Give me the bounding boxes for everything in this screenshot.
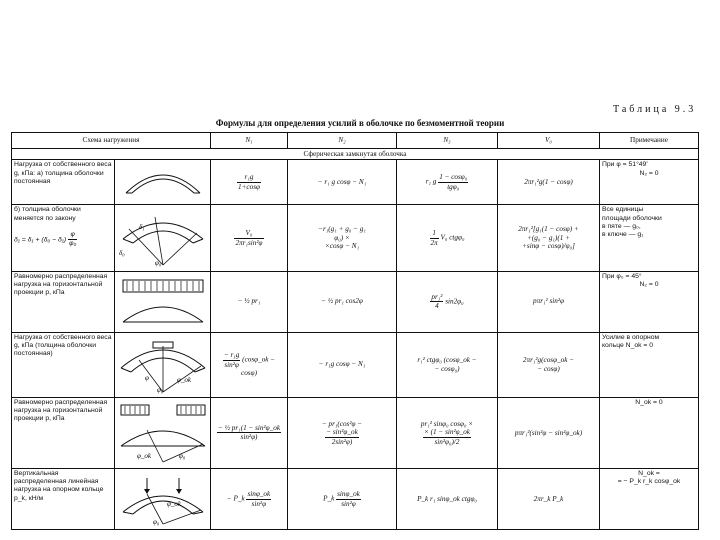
- table-title: Формулы для определения усилий в оболочке по безмоментной теории: [215, 118, 505, 128]
- scheme-ring-line-load: [115, 469, 211, 530]
- n2-formula: −r₁(g₁ + g₀ − g₁ φ₀) × ×cosφ − N₁: [288, 205, 397, 271]
- n1-formula: $\frac{\text{− ½ pr₁(1 − sin²φ\_ok}}{\text{sin²φ)}}$: [211, 397, 288, 468]
- n3-formula: pr₁² sinφ₀ cosφ₀ × $\frac{\text{× (1 − sin²φ\_ok}}{\text{sin²φ₀)/2}}$: [397, 397, 498, 468]
- svg-text:φ₀: φ₀: [152, 518, 159, 527]
- table-row: [12, 469, 699, 530]
- n1-formula: − P_k $\frac{\sin\varphi\_ok}{\text{sin²φ}}$: [211, 469, 288, 530]
- n1-formula: $\frac{\text{V₀}}{\text{2πr₁sin²φ}}$: [211, 205, 288, 271]
- svg-text:δ₁: δ₁: [138, 223, 145, 232]
- n3-formula: $\frac{1}{2\pi}$ V₀ ctgφ₀: [397, 205, 498, 271]
- row-description: Нагрузка от собственного веса g, кПа (толщина оболочки постоянная): [12, 332, 115, 397]
- svg-text:φ₀: φ₀: [178, 451, 185, 460]
- header-n3: N₃: [397, 133, 498, 149]
- n2-formula: − ½ pr₁ cos2φ: [288, 271, 397, 332]
- row-note: При φ = 51°49′ N₂ = 0: [600, 160, 699, 205]
- table-row: [12, 332, 699, 397]
- svg-text:φ_ok: φ_ok: [166, 500, 181, 509]
- scheme-dome-variable: [115, 205, 211, 271]
- header-n1: N₁: [211, 133, 288, 149]
- svg-text:φ₀: φ₀: [156, 385, 163, 394]
- svg-text:φ₀: φ₀: [154, 259, 161, 268]
- n1-formula: $\frac{\text{r₁g}}{1+\cos\varphi}$: [211, 160, 288, 205]
- n3-formula: P_k r₁ sinφ_ok ctgφ₀: [397, 469, 498, 530]
- n2-formula: − r₁g cosφ − N₁: [288, 332, 397, 397]
- v0-formula: 2πr₁²g(cosφ_ok − − cosφ): [498, 332, 600, 397]
- row-note: Усилие в опорном кольце N_ok = 0: [600, 332, 699, 397]
- v0-formula: pπr₁² sin²φ: [498, 271, 600, 332]
- v0-formula: 2πr₁²g(1 − cosφ): [498, 160, 600, 205]
- n1-formula: − ½ pr₁: [211, 271, 288, 332]
- header-row: [12, 133, 699, 149]
- n1-formula: $\frac{\text{− r₁g}}{\text{sin²φ}}$ (cosφ_ok − cosφ): [211, 332, 288, 397]
- n2-formula: − pr₁(cos²φ − $\frac{\text{− sin²φ\_ok}}{\text{2sin²φ)}}$: [288, 397, 397, 468]
- table-row: [12, 271, 699, 332]
- row-description: Равномерно распределенная нагрузка на горизонтальной проекции p, кПа: [12, 397, 115, 468]
- header-scheme: Схема нагружения: [12, 133, 211, 149]
- svg-text:φ_ok: φ_ok: [176, 375, 191, 384]
- row-note: N_ok = 0: [600, 397, 699, 468]
- scheme-open-dome-projected-load: [115, 397, 211, 468]
- v0-formula: pπr₁²(sin²φ − sin²φ_ok): [498, 397, 600, 468]
- n3-formula: $\frac{\text{pr₁²}}{4}$ sin2φ₀: [397, 271, 498, 332]
- n3-formula: r₁ g 1 − cosφ₀ tgφ₀: [397, 160, 498, 205]
- header-n2: N₂: [288, 133, 397, 149]
- row-note: При φ₀ = 45° N₂ = 0: [600, 271, 699, 332]
- section-row: [12, 148, 699, 160]
- header-v0: V₀: [498, 133, 600, 149]
- scheme-dome-uniform: [115, 160, 211, 205]
- scheme-open-dome-selfweight: [115, 332, 211, 397]
- formula-table: [11, 132, 699, 530]
- svg-text:φ: φ: [144, 373, 149, 382]
- n2-formula: − r₁ g cosφ − N₁: [288, 160, 397, 205]
- table-number: Таблица 9.3: [613, 104, 697, 115]
- row-description: Вертикальная распределенная линейная нагрузка на опорном кольце p_k, кН/м: [12, 469, 115, 530]
- section-title: Сферическая замкнутая оболочка: [12, 148, 699, 160]
- n2-formula: P_k $\frac{\sin\varphi\_ok}{\text{sin²φ}}$: [288, 469, 397, 530]
- table-row: [12, 160, 699, 205]
- table-row: [12, 397, 699, 468]
- row-note: N_ok = = − P_k r_k cosφ_ok: [600, 469, 699, 530]
- row-description: Нагрузка от собственного веса g, кПа: а) толщина оболочки постоянная: [12, 160, 115, 205]
- row-description: б) толщина оболочки меняется по закону δ₁ = δ₁ + (δ₀ − δ₁) $\frac{\varphi}{\text{φ₀}}$: [12, 205, 115, 271]
- header-note: Примечание: [600, 133, 699, 149]
- scheme-dome-projected-load: [115, 271, 211, 332]
- n3-formula: r₁² ctgφ₀ (cosφ_ok − − cosφ₀): [397, 332, 498, 397]
- row-note: Все единицы площади оболочки в пяте — g₀, в ключе — g₁: [600, 205, 699, 271]
- table-row: [12, 205, 699, 271]
- row-description: Равномерно распределенная нагрузка на горизонтальной проекции p, кПа: [12, 271, 115, 332]
- v0-formula: 2πr_k P_k: [498, 469, 600, 530]
- svg-text:φ_ok: φ_ok: [136, 451, 151, 460]
- svg-text:δ₀: δ₀: [118, 249, 125, 258]
- v0-formula: 2πr₁²[g₁(1 − cosφ) + +(g₀ − g₁)(1 + +sinφ − cosφ)/φ₀]: [498, 205, 600, 271]
